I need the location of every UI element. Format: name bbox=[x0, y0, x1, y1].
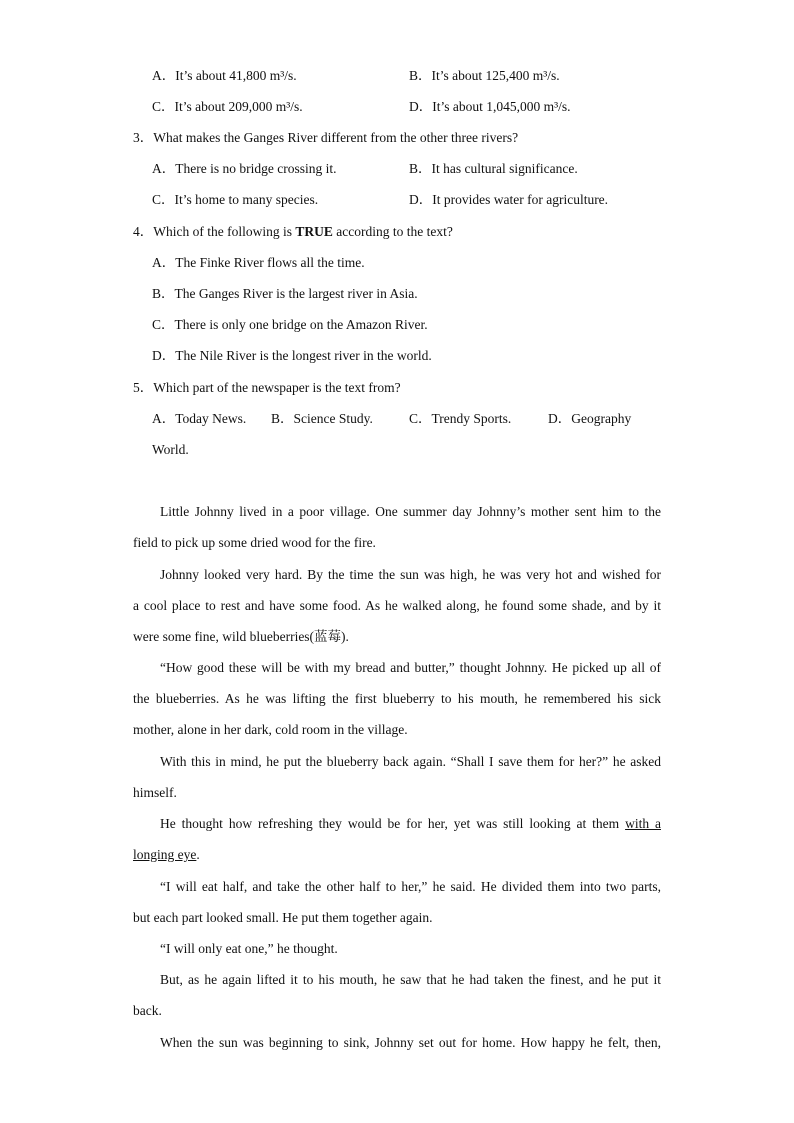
passage-line: But, as he again lifted it to his mouth, he saw that he had taken the finest, and he put it bbox=[160, 972, 661, 987]
passage-paragraph-6 bbox=[133, 880, 661, 942]
q4-option-d: D．The Nile River is the longest river in the world. bbox=[152, 348, 432, 363]
q5-option-d: D．Geography bbox=[548, 411, 632, 426]
passage-line: Johnny looked very hard. By the time the sun was high, he was very hot and wished for bbox=[160, 567, 661, 582]
passage-line bbox=[133, 848, 661, 879]
q2-option-c: C．It’s about 209,000 m³/s. bbox=[152, 99, 303, 114]
q4-question-bold: TRUE bbox=[295, 224, 333, 239]
passage-paragraph-7 bbox=[133, 942, 661, 973]
passage-paragraph-3 bbox=[133, 661, 661, 754]
q5-option-b: B．Science Study. bbox=[271, 411, 373, 426]
passage-line: himself. bbox=[133, 785, 177, 800]
q4-question-post: according to the text? bbox=[332, 224, 453, 239]
passage-line: mother, alone in her dark, cold room in the village. bbox=[133, 722, 408, 737]
passage-line: back. bbox=[133, 1003, 162, 1018]
q5-option-d-continued: World. bbox=[152, 442, 189, 457]
passage-text: . bbox=[196, 847, 200, 862]
passage-line: the blueberries. As he was lifting the first blueberry to his mouth, he remembered his sick bbox=[133, 691, 661, 706]
q3-option-a: A．There is no bridge crossing it. bbox=[152, 161, 337, 176]
underlined-phrase: longing eye bbox=[133, 847, 197, 862]
q5-option-a: A．Today News. bbox=[152, 411, 247, 426]
q5-option-c: C．Trendy Sports. bbox=[409, 411, 512, 426]
q4-question bbox=[133, 225, 453, 239]
passage-line: Little Johnny lived in a poor village. One summer day Johnny’s mother sent him to the bbox=[160, 504, 661, 519]
passage-paragraph-1 bbox=[133, 505, 661, 567]
q4-question-pre: 4．Which of the following is bbox=[133, 224, 296, 239]
passage-text: He thought how refreshing they would be for her, yet was still looking at them bbox=[160, 816, 626, 831]
passage-line: When the sun was beginning to sink, Johnny set out for home. How happy he felt, then, bbox=[160, 1035, 661, 1050]
q3-option-b: B．It has cultural significance. bbox=[409, 161, 578, 176]
q2-option-d: D．It’s about 1,045,000 m³/s. bbox=[409, 99, 571, 114]
q4-option-c: C．There is only one bridge on the Amazon River. bbox=[152, 317, 428, 332]
q4-option-b: B．The Ganges River is the largest river in Asia. bbox=[152, 286, 418, 301]
passage-paragraph-9 bbox=[133, 1036, 661, 1067]
underlined-phrase: with a bbox=[625, 816, 661, 831]
passage-line: a cool place to rest and have some food. As he walked along, he found some shade, and by it bbox=[133, 598, 661, 613]
passage-line bbox=[133, 817, 661, 848]
q2-option-a: A．It’s about 41,800 m³/s. bbox=[152, 68, 297, 83]
q4-option-a: A．The Finke River flows all the time. bbox=[152, 255, 365, 270]
passage-paragraph-5 bbox=[133, 817, 661, 879]
passage-line: but each part looked small. He put them together again. bbox=[133, 910, 433, 925]
passage-paragraph-2 bbox=[133, 568, 661, 661]
q2-option-b: B．It’s about 125,400 m³/s. bbox=[409, 68, 560, 83]
passage-line: field to pick up some dried wood for the fire. bbox=[133, 535, 376, 550]
passage-line: “How good these will be with my bread and butter,” thought Johnny. He picked up all of bbox=[160, 660, 661, 675]
q5-question: 5．Which part of the newspaper is the text from? bbox=[133, 380, 401, 395]
q3-question: 3．What makes the Ganges River different from the other three rivers? bbox=[133, 130, 519, 145]
passage-line: “I will only eat one,” he thought. bbox=[160, 941, 338, 956]
q3-option-c: C．It’s home to many species. bbox=[152, 192, 319, 207]
q3-option-d: D．It provides water for agriculture. bbox=[409, 192, 609, 207]
passage-line: With this in mind, he put the blueberry back again. “Shall I save them for her?” he asked bbox=[160, 754, 661, 769]
passage-line: “I will eat half, and take the other half to her,” he said. He divided them into two parts, bbox=[160, 879, 661, 894]
passage-paragraph-8 bbox=[133, 973, 661, 1035]
passage-line: were some fine, wild blueberries(蓝莓). bbox=[133, 629, 349, 644]
passage-paragraph-4 bbox=[133, 755, 661, 817]
